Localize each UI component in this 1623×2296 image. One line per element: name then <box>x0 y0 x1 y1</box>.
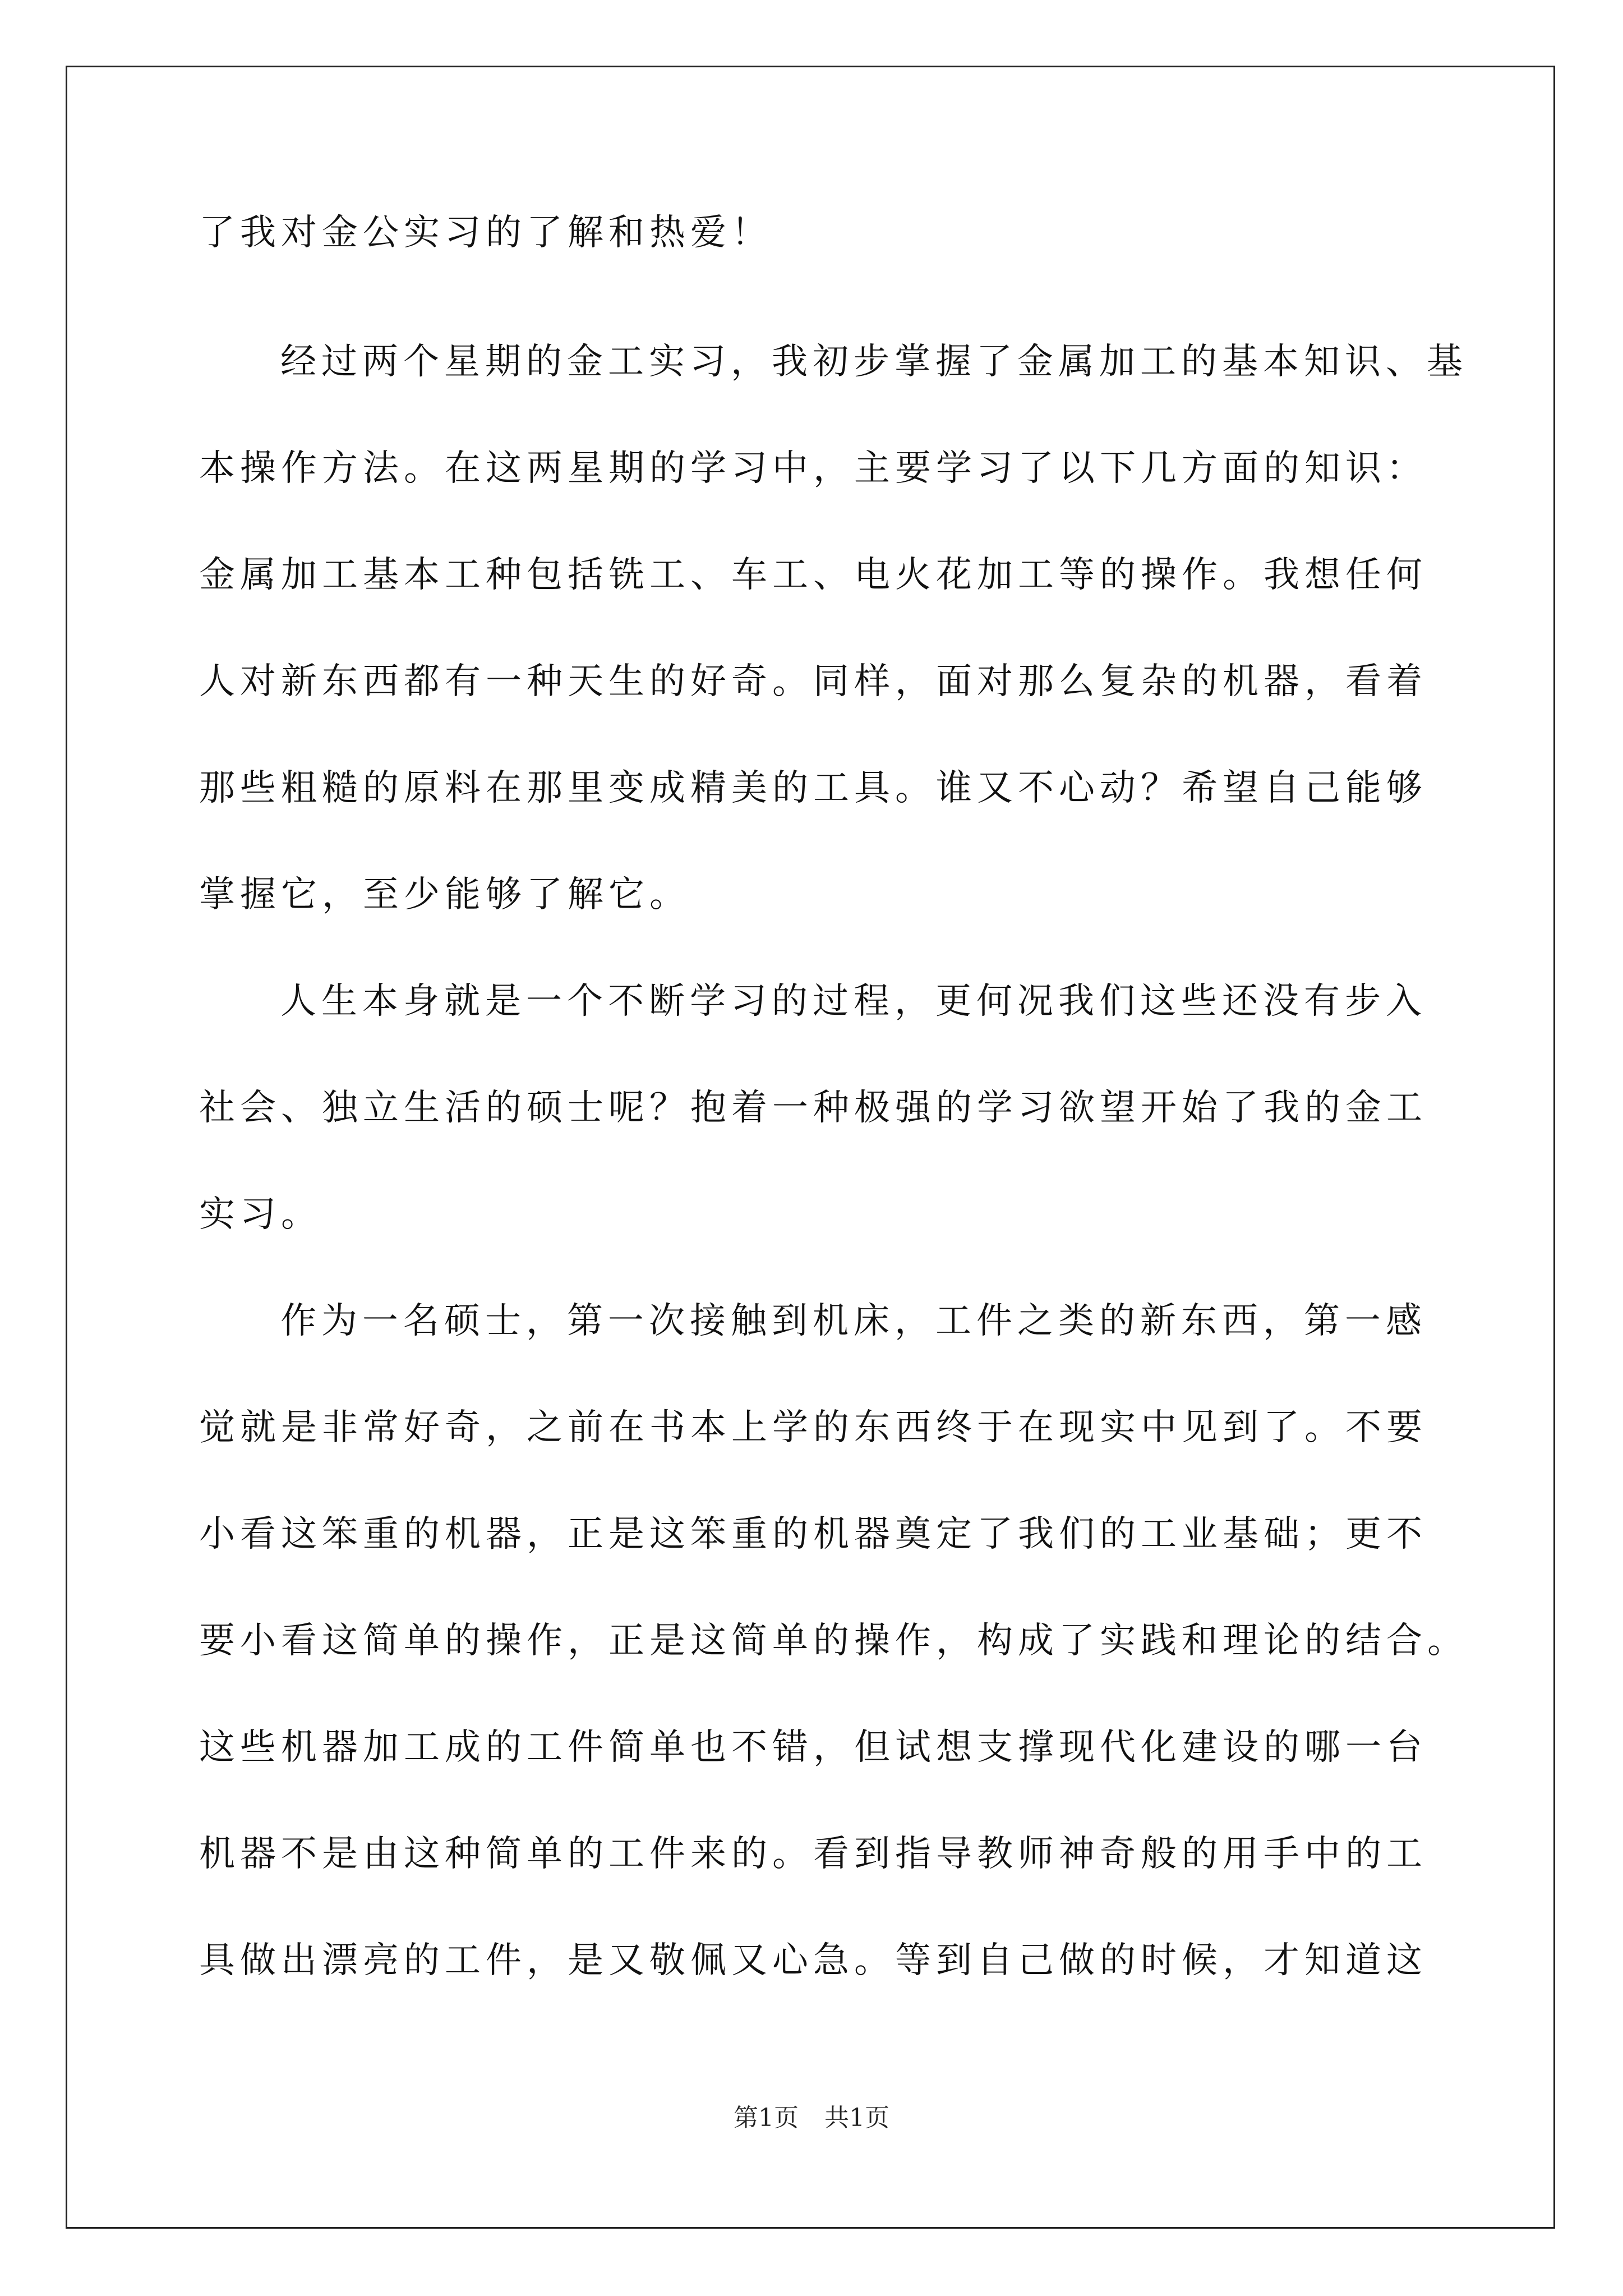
paragraph-first-line: 作为一名硕士，第一次接触到机床，工件之类的新东西，第一感 <box>280 1300 1427 1342</box>
text-line: 觉就是非常好奇，之前在书本上学的东西终于在现实中见到了。不要 <box>199 1407 1427 1448</box>
text-line: 这些机器加工成的工件简单也不错，但试想支撑现代化建设的哪一台 <box>199 1727 1427 1768</box>
paragraph-first-line: 经过两个星期的金工实习，我初步掌握了金属加工的基本知识、基 <box>280 341 1468 383</box>
page-footer <box>0 2102 1623 2134</box>
text-line: 人对新东西都有一种天生的好奇。同样，面对那么复杂的机器，看着 <box>199 661 1427 702</box>
text-line: 要小看这简单的操作，正是这简单的操作，构成了实践和理论的结合。 <box>199 1620 1468 1662</box>
text-line: 具做出漂亮的工件，是又敬佩又心急。等到自己做的时候，才知道这 <box>199 1940 1427 1981</box>
text-line: 实习。 <box>199 1194 322 1235</box>
text-line: 金属加工基本工种包括铣工、车工、电火花加工等的操作。我想任何 <box>199 554 1427 596</box>
paragraph-first-line: 人生本身就是一个不断学习的过程，更何况我们这些还没有步入 <box>280 981 1427 1022</box>
page-number: 第1页 <box>734 2104 799 2132</box>
text-line: 小看这笨重的机器，正是这笨重的机器奠定了我们的工业基础；更不 <box>199 1513 1427 1555</box>
text-line: 本操作方法。在这两星期的学习中，主要学习了以下几方面的知识： <box>199 448 1427 489</box>
text-line: 机器不是由这种简单的工件来的。看到指导教师神奇般的用手中的工 <box>199 1833 1427 1875</box>
page-total: 共1页 <box>824 2104 889 2132</box>
text-line: 社会、独立生活的硕士呢？抱着一种极强的学习欲望开始了我的金工 <box>199 1087 1427 1129</box>
text-line: 了我对金公实习的了解和热爱！ <box>199 212 772 254</box>
text-line: 掌握它，至少能够了解它。 <box>199 874 690 915</box>
page-border <box>66 66 1555 2229</box>
text-line: 那些粗糙的原料在那里变成精美的工具。谁又不心动？希望自己能够 <box>199 767 1427 809</box>
